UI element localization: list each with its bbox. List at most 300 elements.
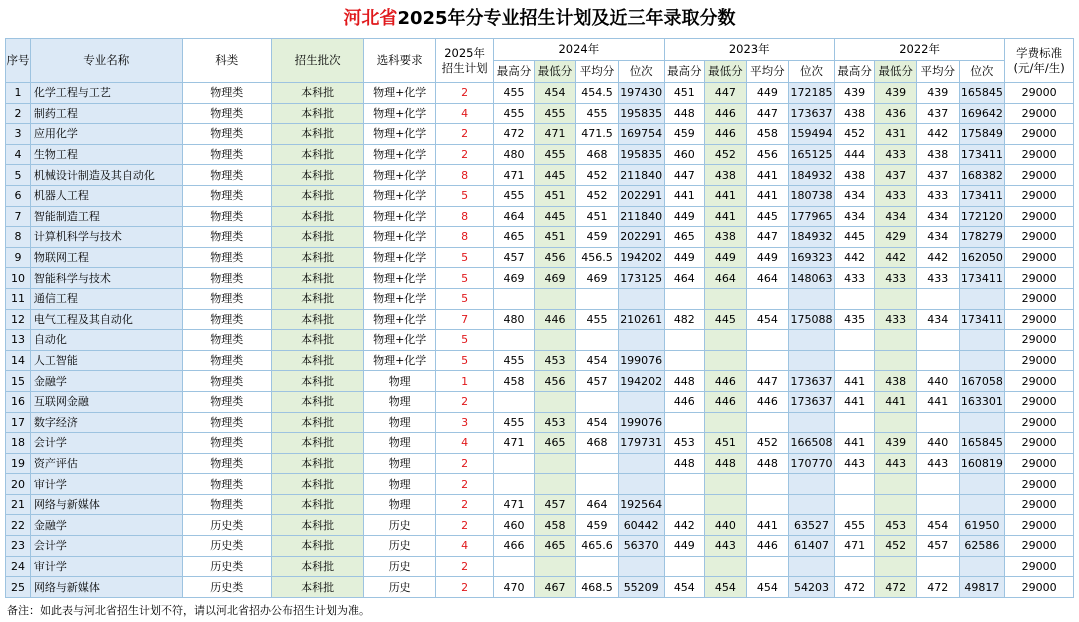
cell-fee: 29000	[1005, 83, 1074, 104]
cell-y2024-min: 469	[534, 268, 576, 289]
cell-seq: 2	[6, 103, 31, 124]
cell-fee: 29000	[1005, 474, 1074, 495]
cell-y2022-min	[875, 350, 917, 371]
cell-y2024-avg: 454.5	[576, 83, 619, 104]
cell-fee: 29000	[1005, 144, 1074, 165]
cell-y2024-avg: 451	[576, 206, 619, 227]
cell-requirement: 物理+化学	[364, 288, 436, 309]
cell-major-name: 智能科学与技术	[30, 268, 182, 289]
cell-plan-2025: 2	[436, 556, 494, 577]
cell-y2022-min: 431	[875, 124, 917, 145]
cell-y2022-rank: 49817	[959, 577, 1005, 598]
cell-y2023-rank: 180738	[789, 185, 835, 206]
cell-fee: 29000	[1005, 227, 1074, 248]
header-year-2023: 2023年	[664, 39, 834, 61]
cell-y2023-avg: 452	[746, 433, 789, 454]
table-row	[6, 185, 1074, 206]
cell-category: 历史类	[182, 577, 271, 598]
cell-y2022-rank	[959, 474, 1005, 495]
cell-plan-2025: 2	[436, 494, 494, 515]
cell-y2024-rank	[618, 453, 664, 474]
cell-fee: 29000	[1005, 185, 1074, 206]
cell-seq: 3	[6, 124, 31, 145]
cell-y2022-min: 433	[875, 185, 917, 206]
cell-batch: 本科批	[271, 268, 363, 289]
cell-batch: 本科批	[271, 371, 363, 392]
cell-batch: 本科批	[271, 350, 363, 371]
cell-fee: 29000	[1005, 391, 1074, 412]
cell-y2022-min: 453	[875, 515, 917, 536]
cell-y2023-max: 459	[664, 124, 705, 145]
cell-requirement: 物理+化学	[364, 247, 436, 268]
cell-fee: 29000	[1005, 536, 1074, 557]
cell-category: 物理类	[182, 165, 271, 186]
cell-y2024-max: 472	[494, 124, 535, 145]
cell-plan-2025: 7	[436, 309, 494, 330]
cell-y2023-max: 482	[664, 309, 705, 330]
cell-y2022-rank: 173411	[959, 309, 1005, 330]
cell-y2024-avg: 454	[576, 412, 619, 433]
cell-y2024-avg: 469	[576, 268, 619, 289]
cell-y2023-max: 448	[664, 453, 705, 474]
table-row	[6, 494, 1074, 515]
cell-plan-2025: 4	[436, 103, 494, 124]
cell-y2023-avg: 445	[746, 206, 789, 227]
cell-y2024-max: 455	[494, 103, 535, 124]
cell-y2024-avg	[576, 556, 619, 577]
admission-table	[5, 38, 1074, 598]
cell-y2024-avg: 457	[576, 371, 619, 392]
cell-requirement: 物理+化学	[364, 350, 436, 371]
cell-y2024-max: 471	[494, 433, 535, 454]
cell-y2022-rank: 172120	[959, 206, 1005, 227]
cell-y2022-max: 435	[834, 309, 875, 330]
cell-y2023-rank	[789, 412, 835, 433]
cell-major-name: 会计学	[30, 433, 182, 454]
cell-y2024-max	[494, 391, 535, 412]
cell-y2024-min: 456	[534, 371, 576, 392]
cell-y2023-avg	[746, 288, 789, 309]
cell-y2022-max: 445	[834, 227, 875, 248]
cell-requirement: 物理+化学	[364, 144, 436, 165]
cell-y2022-max: 438	[834, 103, 875, 124]
cell-y2022-min: 434	[875, 206, 917, 227]
cell-seq: 25	[6, 577, 31, 598]
cell-y2024-rank: 192564	[618, 494, 664, 515]
cell-y2023-rank: 172185	[789, 83, 835, 104]
cell-y2022-max	[834, 556, 875, 577]
cell-y2023-max: 465	[664, 227, 705, 248]
cell-y2022-rank: 62586	[959, 536, 1005, 557]
cell-y2022-min: 443	[875, 453, 917, 474]
cell-requirement: 物理	[364, 433, 436, 454]
cell-major-name: 资产评估	[30, 453, 182, 474]
cell-y2024-rank	[618, 474, 664, 495]
cell-category: 物理类	[182, 185, 271, 206]
cell-category: 物理类	[182, 309, 271, 330]
table-row	[6, 103, 1074, 124]
cell-plan-2025: 2	[436, 577, 494, 598]
cell-y2022-max: 433	[834, 268, 875, 289]
cell-y2023-max: 448	[664, 103, 705, 124]
cell-category: 物理类	[182, 206, 271, 227]
cell-requirement: 物理+化学	[364, 206, 436, 227]
cell-y2023-avg: 454	[746, 309, 789, 330]
cell-plan-2025: 2	[436, 474, 494, 495]
cell-y2024-rank: 169754	[618, 124, 664, 145]
cell-y2023-rank: 173637	[789, 391, 835, 412]
cell-seq: 1	[6, 83, 31, 104]
cell-y2024-min	[534, 330, 576, 351]
cell-y2022-avg: 442	[916, 124, 959, 145]
table-row	[6, 391, 1074, 412]
cell-category: 物理类	[182, 83, 271, 104]
cell-fee: 29000	[1005, 412, 1074, 433]
cell-y2022-rank: 162050	[959, 247, 1005, 268]
cell-y2023-rank	[789, 330, 835, 351]
cell-y2024-rank: 56370	[618, 536, 664, 557]
cell-fee: 29000	[1005, 556, 1074, 577]
cell-y2024-avg: 468	[576, 433, 619, 454]
cell-fee: 29000	[1005, 453, 1074, 474]
cell-y2023-max: 454	[664, 577, 705, 598]
cell-y2023-min: 438	[705, 165, 747, 186]
cell-requirement: 历史	[364, 577, 436, 598]
header-min-score: 最低分	[534, 61, 576, 83]
cell-category: 物理类	[182, 124, 271, 145]
cell-seq: 19	[6, 453, 31, 474]
cell-y2024-avg	[576, 474, 619, 495]
cell-y2022-rank: 175849	[959, 124, 1005, 145]
cell-y2023-max	[664, 350, 705, 371]
cell-y2022-min	[875, 412, 917, 433]
cell-batch: 本科批	[271, 330, 363, 351]
header-year-2024: 2024年	[494, 39, 664, 61]
cell-major-name: 计算机科学与技术	[30, 227, 182, 248]
cell-seq: 10	[6, 268, 31, 289]
cell-major-name: 网络与新媒体	[30, 494, 182, 515]
cell-y2023-avg: 447	[746, 227, 789, 248]
cell-y2022-min	[875, 474, 917, 495]
cell-y2023-avg: 446	[746, 391, 789, 412]
cell-y2024-avg: 452	[576, 165, 619, 186]
cell-y2022-avg: 442	[916, 247, 959, 268]
cell-y2023-avg: 447	[746, 103, 789, 124]
cell-fee: 29000	[1005, 515, 1074, 536]
cell-requirement: 物理	[364, 371, 436, 392]
cell-major-name: 智能制造工程	[30, 206, 182, 227]
cell-major-name: 数字经济	[30, 412, 182, 433]
cell-y2024-min: 465	[534, 536, 576, 557]
cell-y2024-max: 458	[494, 371, 535, 392]
cell-category: 物理类	[182, 144, 271, 165]
cell-y2024-avg: 468.5	[576, 577, 619, 598]
cell-category: 历史类	[182, 515, 271, 536]
cell-y2023-max: 451	[664, 83, 705, 104]
cell-y2024-min: 453	[534, 412, 576, 433]
footnote: 备注：如此表与河北省招生计划不符，请以河北省招办公布招生计划为准。	[7, 603, 370, 617]
cell-y2022-max: 434	[834, 185, 875, 206]
cell-requirement: 物理+化学	[364, 165, 436, 186]
cell-requirement: 历史	[364, 536, 436, 557]
title-province: 河北省	[343, 8, 398, 29]
cell-y2024-max: 469	[494, 268, 535, 289]
cell-y2022-max: 455	[834, 515, 875, 536]
cell-seq: 9	[6, 247, 31, 268]
cell-y2023-min: 440	[705, 515, 747, 536]
cell-seq: 23	[6, 536, 31, 557]
cell-requirement: 物理	[364, 412, 436, 433]
cell-y2022-rank: 169642	[959, 103, 1005, 124]
cell-y2024-avg: 454	[576, 350, 619, 371]
cell-category: 历史类	[182, 536, 271, 557]
header-major-name: 专业名称	[30, 39, 182, 83]
cell-y2022-min: 452	[875, 536, 917, 557]
cell-category: 物理类	[182, 103, 271, 124]
cell-y2023-rank: 175088	[789, 309, 835, 330]
cell-fee: 29000	[1005, 206, 1074, 227]
header-avg-score: 平均分	[576, 61, 619, 83]
cell-y2024-rank: 195835	[618, 103, 664, 124]
cell-y2023-min: 452	[705, 144, 747, 165]
cell-y2023-min: 451	[705, 433, 747, 454]
cell-y2023-avg	[746, 474, 789, 495]
cell-y2024-avg: 456.5	[576, 247, 619, 268]
cell-major-name: 应用化学	[30, 124, 182, 145]
cell-batch: 本科批	[271, 391, 363, 412]
cell-y2022-min: 438	[875, 371, 917, 392]
cell-y2022-avg	[916, 330, 959, 351]
cell-seq: 8	[6, 227, 31, 248]
cell-plan-2025: 8	[436, 206, 494, 227]
cell-y2024-rank: 55209	[618, 577, 664, 598]
cell-y2022-max: 439	[834, 83, 875, 104]
cell-y2024-rank: 199076	[618, 350, 664, 371]
cell-y2024-rank: 60442	[618, 515, 664, 536]
cell-requirement: 物理+化学	[364, 268, 436, 289]
cell-y2024-avg: 464	[576, 494, 619, 515]
cell-y2023-max	[664, 494, 705, 515]
cell-fee: 29000	[1005, 103, 1074, 124]
cell-y2024-min: 457	[534, 494, 576, 515]
cell-batch: 本科批	[271, 165, 363, 186]
cell-y2022-rank: 160819	[959, 453, 1005, 474]
cell-y2022-avg: 454	[916, 515, 959, 536]
cell-y2024-avg	[576, 288, 619, 309]
cell-seq: 11	[6, 288, 31, 309]
cell-y2022-avg	[916, 288, 959, 309]
cell-y2022-min: 437	[875, 165, 917, 186]
cell-fee: 29000	[1005, 330, 1074, 351]
cell-y2022-rank	[959, 330, 1005, 351]
cell-y2024-rank: 202291	[618, 227, 664, 248]
cell-y2024-min: 454	[534, 83, 576, 104]
cell-category: 物理类	[182, 433, 271, 454]
table-row	[6, 144, 1074, 165]
header-max-score: 最高分	[834, 61, 875, 83]
cell-plan-2025: 2	[436, 453, 494, 474]
header-max-score: 最高分	[664, 61, 705, 83]
cell-y2023-max: 441	[664, 185, 705, 206]
cell-y2024-rank: 202291	[618, 185, 664, 206]
cell-y2022-avg: 437	[916, 165, 959, 186]
header-rank: 位次	[789, 61, 835, 83]
cell-batch: 本科批	[271, 288, 363, 309]
cell-batch: 本科批	[271, 185, 363, 206]
cell-seq: 12	[6, 309, 31, 330]
cell-fee: 29000	[1005, 350, 1074, 371]
header-min-score: 最低分	[875, 61, 917, 83]
cell-y2023-max: 464	[664, 268, 705, 289]
cell-y2022-avg: 438	[916, 144, 959, 165]
cell-y2023-avg	[746, 412, 789, 433]
cell-batch: 本科批	[271, 515, 363, 536]
cell-y2023-avg: 458	[746, 124, 789, 145]
cell-y2022-max: 441	[834, 371, 875, 392]
cell-y2023-min: 438	[705, 227, 747, 248]
cell-y2023-avg: 454	[746, 577, 789, 598]
cell-y2022-min: 442	[875, 247, 917, 268]
cell-y2022-avg	[916, 556, 959, 577]
cell-y2022-min: 472	[875, 577, 917, 598]
cell-y2022-max	[834, 330, 875, 351]
cell-seq: 21	[6, 494, 31, 515]
header-fee-label: 学费标准(元/年/生)	[1013, 45, 1065, 75]
cell-y2023-min: 441	[705, 206, 747, 227]
cell-y2024-avg: 471.5	[576, 124, 619, 145]
cell-y2023-min: 446	[705, 371, 747, 392]
cell-seq: 7	[6, 206, 31, 227]
cell-y2023-rank: 170770	[789, 453, 835, 474]
cell-y2024-min: 456	[534, 247, 576, 268]
cell-y2024-rank: 195835	[618, 144, 664, 165]
cell-y2024-rank: 194202	[618, 371, 664, 392]
cell-batch: 本科批	[271, 474, 363, 495]
cell-y2023-max: 447	[664, 165, 705, 186]
cell-major-name: 机器人工程	[30, 185, 182, 206]
cell-y2023-rank	[789, 494, 835, 515]
cell-major-name: 会计学	[30, 536, 182, 557]
cell-y2022-avg: 439	[916, 83, 959, 104]
cell-plan-2025: 2	[436, 144, 494, 165]
cell-y2022-max: 438	[834, 165, 875, 186]
cell-batch: 本科批	[271, 577, 363, 598]
cell-y2023-avg: 446	[746, 536, 789, 557]
cell-plan-2025: 4	[436, 536, 494, 557]
cell-y2022-max: 434	[834, 206, 875, 227]
cell-plan-2025: 2	[436, 515, 494, 536]
cell-major-name: 自动化	[30, 330, 182, 351]
cell-y2023-min: 454	[705, 577, 747, 598]
cell-plan-2025: 5	[436, 268, 494, 289]
cell-y2023-avg: 441	[746, 515, 789, 536]
cell-y2024-min: 446	[534, 309, 576, 330]
cell-fee: 29000	[1005, 309, 1074, 330]
header-min-score: 最低分	[705, 61, 747, 83]
header-plan-label: 2025年招生计划	[441, 45, 488, 75]
cell-seq: 16	[6, 391, 31, 412]
cell-major-name: 通信工程	[30, 288, 182, 309]
cell-y2023-min: 443	[705, 536, 747, 557]
cell-major-name: 审计学	[30, 474, 182, 495]
cell-y2022-avg: 434	[916, 227, 959, 248]
cell-batch: 本科批	[271, 103, 363, 124]
cell-y2023-min	[705, 474, 747, 495]
cell-y2024-min: 455	[534, 144, 576, 165]
cell-y2022-max: 441	[834, 391, 875, 412]
cell-y2022-max	[834, 474, 875, 495]
cell-major-name: 审计学	[30, 556, 182, 577]
cell-requirement: 物理+化学	[364, 124, 436, 145]
table-row	[6, 165, 1074, 186]
cell-fee: 29000	[1005, 288, 1074, 309]
cell-y2022-min: 439	[875, 433, 917, 454]
cell-plan-2025: 4	[436, 433, 494, 454]
cell-fee: 29000	[1005, 247, 1074, 268]
cell-y2024-avg: 455	[576, 309, 619, 330]
cell-category: 物理类	[182, 288, 271, 309]
cell-y2024-min: 445	[534, 206, 576, 227]
cell-y2022-min: 433	[875, 268, 917, 289]
cell-fee: 29000	[1005, 577, 1074, 598]
cell-y2024-max	[494, 474, 535, 495]
cell-category: 物理类	[182, 350, 271, 371]
cell-y2022-min: 436	[875, 103, 917, 124]
cell-y2022-rank	[959, 350, 1005, 371]
cell-batch: 本科批	[271, 494, 363, 515]
cell-requirement: 物理+化学	[364, 103, 436, 124]
cell-y2023-max: 453	[664, 433, 705, 454]
cell-y2022-max	[834, 494, 875, 515]
cell-requirement: 物理+化学	[364, 227, 436, 248]
cell-y2024-min: 453	[534, 350, 576, 371]
cell-y2022-min	[875, 288, 917, 309]
cell-y2024-rank	[618, 288, 664, 309]
cell-y2022-max: 471	[834, 536, 875, 557]
cell-plan-2025: 5	[436, 288, 494, 309]
cell-y2024-rank: 199076	[618, 412, 664, 433]
cell-y2022-rank: 165845	[959, 433, 1005, 454]
cell-y2022-avg: 433	[916, 185, 959, 206]
cell-y2022-max: 443	[834, 453, 875, 474]
cell-y2023-max: 449	[664, 206, 705, 227]
cell-y2022-max: 444	[834, 144, 875, 165]
cell-y2023-min: 446	[705, 124, 747, 145]
table-row	[6, 412, 1074, 433]
cell-y2022-rank: 61950	[959, 515, 1005, 536]
table-body	[6, 83, 1074, 598]
cell-batch: 本科批	[271, 433, 363, 454]
cell-y2023-max: 449	[664, 247, 705, 268]
cell-y2022-min: 441	[875, 391, 917, 412]
cell-y2023-rank	[789, 556, 835, 577]
cell-y2024-min: 455	[534, 103, 576, 124]
cell-y2022-rank: 173411	[959, 268, 1005, 289]
cell-y2022-avg: 437	[916, 103, 959, 124]
cell-y2022-min: 439	[875, 83, 917, 104]
cell-y2022-min	[875, 330, 917, 351]
cell-y2022-avg: 434	[916, 206, 959, 227]
table-row	[6, 536, 1074, 557]
cell-y2024-max	[494, 556, 535, 577]
cell-y2023-max: 449	[664, 536, 705, 557]
cell-y2022-avg: 433	[916, 268, 959, 289]
cell-y2024-rank	[618, 556, 664, 577]
cell-major-name: 物联网工程	[30, 247, 182, 268]
cell-y2022-avg: 434	[916, 309, 959, 330]
cell-y2024-min: 451	[534, 185, 576, 206]
cell-seq: 17	[6, 412, 31, 433]
